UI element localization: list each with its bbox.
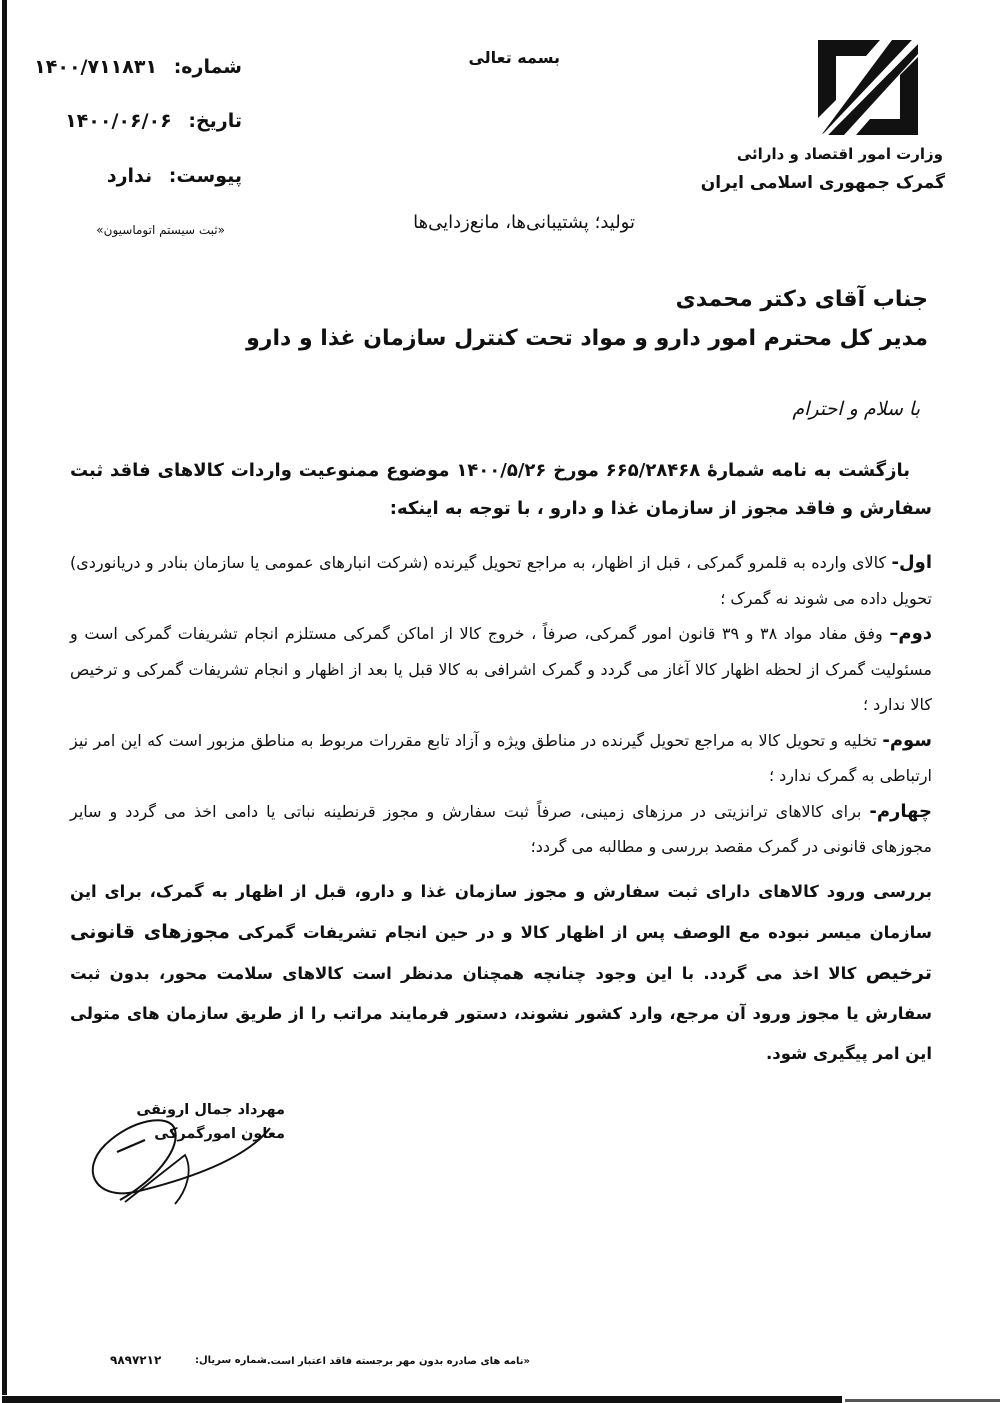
body-item [70,794,932,865]
letter-date [65,110,242,132]
body-item-text: تخلیه و تحویل کالا به مراجع تحویل گیرنده در مناطق ویژه و آزاد تابع مقررات مربوط به مناطق مزبور است که این امر نیز ارتباطی به گمرک ندارد ؛ [70,730,932,785]
body-item-label: دوم– [889,623,932,644]
body-intro-paragraph: بازگشت به نامه شمارهٔ ۶۶۵/۲۸۴۶۸ مورخ ۱۴۰۰/۵/۲۶ موضوع ممنوعیت واردات کالاهای فاقد ثبت سفارش و فاقد مجوز از سازمان غذا و دارو ، با توجه به اینکه: [70,460,932,519]
body-item [70,616,932,723]
customs-logo-icon [818,40,918,135]
body-closing-paragraph [70,872,932,1074]
footer-validity-note: «نامه های صادره بدون مهر برجسته فاقد اعتبار است.» [260,1356,530,1367]
signer-title: معاون امورگمرکی [154,1126,285,1142]
body-item-text: وفق مفاد مواد ۳۸ و ۳۹ قانون امور گمرکی، صرفاً ، خروج کالا از اماکن گمرکی مستلزم انجام تشریفات گمرکی است و مسئولیت گمرک از لحظه اظهار کالا آغاز می گردد و گمرک اشرافی به کالا قبل یا بعد از اظهار و انجام تشریفات گمرکی و ترخیص کالا ندارد ؛ [70,624,932,714]
recipient-title: مدیر کل محترم امور دارو و مواد تحت کنترل سازمان غذا و دارو [246,326,928,351]
year-slogan: تولید؛ پشتیبانی‌ها، مانع‌زدایی‌ها [413,212,635,233]
organization-name: گمرک جمهوری اسلامی ایران [700,173,945,193]
handwritten-greeting: با سلام و احترام [792,398,920,420]
closing-text-part2: کالا اخذ می گردد. با این وجود چنانچه همچنان مدنظر است کالاهای سلامت محور، بدون ثبت سفارش یا مجوز ورود آن مرجع، وارد کشور نشوند، دستور فرمایند مراتب را از طریق سازمان های متولی این امر پیگیری شود. [70,964,932,1063]
body-item-text: کالای وارده به قلمرو گمرکی ، قبل از اظهار، به مراجع تحویل گیرنده (شرکت انبارهای عمومی یا سازمان بنادر و دریانوردی) تحویل داده می شوند نه گمرک ؛ [70,553,932,608]
footer-serial-label: شماره سریال: [195,1355,267,1366]
body-item-label: سوم- [882,729,932,751]
scan-edge-bottom [2,1396,842,1403]
letter-date-label: تاریخ: [188,110,242,132]
body-item-label: اول- [891,552,932,573]
body-item [70,545,932,616]
ministry-name: وزارت امور اقتصاد و دارائی [736,145,943,163]
body-items-list [70,545,932,865]
closing-emphasis: مجوزهای قانونی ترخیص [70,921,932,984]
body-item [70,723,932,794]
signer-name: مهرداد جمال ارونقی [136,1102,285,1118]
recipient-name: جناب آقای دکتر محمدی [675,287,928,312]
automation-registration-note: «ثبت سیستم اتوماسیون» [96,223,225,237]
letter-number [34,56,242,78]
letter-number-label: شماره: [173,56,242,78]
letter-attachment [107,165,242,187]
body-item-text: برای کالاهای ترانزیتی در مرزهای زمینی، صرفاً ثبت سفارش و مجوز قرنطینه نباتی یا دامی اخذ می گردد و سایر مجوزهای قانونی در گمرک مقصد بررسی و مطالبه می گردد؛ [70,801,932,856]
letter-date-value: ۱۴۰۰/۰۶/۰۶ [65,110,172,132]
letter-attachment-value: ندارد [106,165,153,187]
scan-edge-left [2,0,7,1395]
signer-block [136,1098,285,1146]
footer-serial-value: ۹۸۹۷۲۱۲ [110,1353,162,1367]
letter-attachment-label: پیوست: [168,165,242,187]
body-item-label: چهارم- [869,800,932,822]
scan-edge-bottom-right [845,1399,1000,1402]
basmala-heading: بسمه تعالی [468,48,560,67]
letter-number-value: ۱۴۰۰/۷۱۱۸۳۱ [34,56,158,78]
closing-text-part1: بررسی ورود کالاهای دارای ثبت سفارش و مجوز سازمان غذا و دارو، قبل از اظهار به گمرک، برای این سازمان میسر نبوده مع الوصف پس از اظهار کالا و در حین انجام تشریفات گمرکی [70,882,932,942]
